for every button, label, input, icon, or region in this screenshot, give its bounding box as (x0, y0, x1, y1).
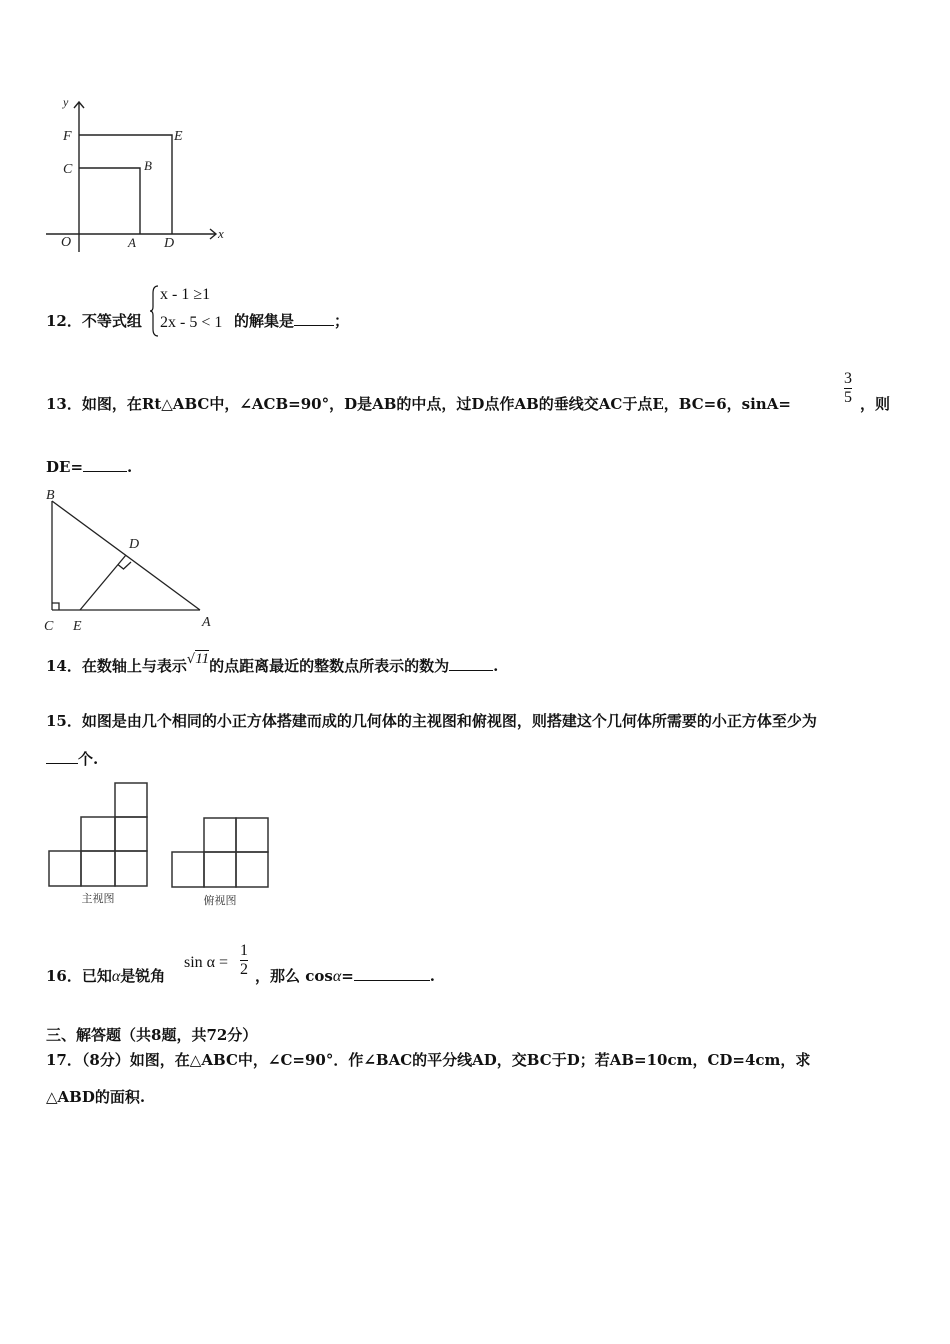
q12-inequality-1: x - 1 ≥1 (160, 286, 211, 303)
top-cube-2 (236, 818, 268, 852)
point-b-label: B (144, 158, 152, 173)
q15-text: 如图是由几个相同的小正方体搭建而成的几何体的主视图和俯视图，则搭建这个几何体所需要的小正方体至少为 (81, 712, 817, 730)
q12-prefix: 不等式组 (81, 312, 142, 330)
question-15-line2 (46, 749, 98, 769)
q13-text: 如图，在Rt△ABC中，∠ACB=90°，D是AB的中点，过D点作AB的垂线交AC于点E，BC=6，sinA= (81, 395, 791, 413)
q14-sqrt (187, 648, 209, 670)
segment-de (80, 555, 126, 610)
q14-radicand: 11 (195, 651, 210, 667)
question-13-line2 (46, 457, 132, 477)
tri-label-e: E (73, 619, 82, 634)
section-3-heading: 三、解答题（共8题，共72分） (46, 1026, 258, 1044)
tri-label-b: B (46, 488, 55, 503)
q14-suffix: 的点距离最近的整数点所表示的数为 (209, 657, 450, 675)
top-cube-4 (204, 852, 236, 887)
question-14 (46, 651, 499, 678)
q12-suffix: 的解集是 (234, 312, 295, 330)
tri-label-a: A (202, 615, 211, 630)
origin-label: O (61, 235, 72, 250)
q16-sin-label: sin α = (184, 954, 229, 971)
point-d-label: D (164, 236, 175, 251)
q16-end: . (429, 967, 436, 985)
q12-inequality-2: 2x - 5 < 1 (160, 314, 223, 331)
front-cube-top (115, 783, 147, 817)
q13-frac-numerator: 3 (844, 370, 852, 387)
y-axis-label: y (63, 95, 69, 109)
q12-end: ； (334, 312, 350, 330)
top-view-caption: 俯视图 (203, 894, 237, 907)
front-view-figure (46, 780, 152, 910)
question-12 (46, 311, 142, 331)
tri-label-c: C (44, 619, 54, 634)
front-cube-bottom-1 (49, 851, 81, 886)
question-16 (46, 966, 165, 987)
question-17-line1: 17．（8分）如图，在△ABC中，∠C=90°．作∠BAC的平分线AD，交BC于D；若AB=10cm，CD=4cm，求 (46, 1051, 811, 1069)
q12-number: 12． (46, 312, 82, 330)
question-13-line1 (46, 394, 791, 414)
q13-sin-fraction (844, 370, 852, 407)
q15-line2-end: 个. (78, 750, 99, 768)
q15-answer-blank (46, 749, 78, 764)
front-cube-mid-1 (81, 817, 115, 851)
q16-frac-denominator: 2 (240, 961, 248, 978)
q16-alpha: α (111, 968, 121, 985)
q15-number: 15． (46, 712, 82, 730)
coordinate-figure (38, 92, 238, 262)
q13-de-label: DE= (46, 458, 84, 476)
top-cube-5 (236, 852, 268, 887)
q16-after: ，那么 cos (255, 967, 333, 985)
q13-line2-end: . (127, 458, 133, 476)
q16-frac-numerator: 1 (240, 942, 248, 959)
q16-after-line (255, 966, 435, 987)
q16-fraction (240, 942, 248, 979)
point-a-label: A (128, 235, 136, 250)
q13-text-after: ，则 (860, 395, 891, 413)
point-c-label: C (63, 162, 73, 177)
front-cube-bottom-2 (81, 851, 115, 886)
q16-alpha-2: α (332, 968, 342, 985)
q13-answer-blank (83, 457, 127, 472)
front-cube-mid-2 (115, 817, 147, 851)
point-f-label: F (63, 129, 72, 144)
q13-number: 13． (46, 395, 82, 413)
top-view-figure (169, 815, 273, 913)
right-angle-c (52, 603, 59, 610)
point-e-label: E (174, 129, 183, 144)
top-cube-3 (172, 852, 204, 887)
x-axis-label: x (218, 226, 224, 241)
q14-number: 14． (46, 657, 82, 675)
q16-number: 16． (46, 967, 82, 985)
top-cube-1 (204, 818, 236, 852)
tri-label-d: D (129, 537, 140, 552)
front-cube-bottom-3 (115, 851, 147, 886)
q16-answer-blank (354, 966, 430, 981)
sqrt-sign-icon: √ (186, 652, 196, 667)
q16-middle: 是锐角 (120, 967, 166, 985)
question-15-line1 (46, 711, 817, 731)
triangle-figure (40, 484, 225, 636)
q14-end: . (493, 657, 499, 675)
q14-answer-blank (449, 656, 493, 671)
q12-suffix-line (234, 311, 349, 331)
q12-answer-blank (294, 311, 334, 326)
front-view-caption: 主视图 (81, 892, 115, 905)
q14-prefix: 在数轴上与表示 (81, 657, 187, 675)
q16-after2: = (341, 967, 354, 985)
rect-ofed (79, 135, 172, 234)
q16-prefix: 已知 (81, 967, 112, 985)
q13-frac-denominator: 5 (844, 389, 852, 406)
q12-brace (150, 285, 160, 337)
rect-ocba (79, 168, 140, 234)
question-17-line2: △ABD的面积. (46, 1088, 146, 1106)
